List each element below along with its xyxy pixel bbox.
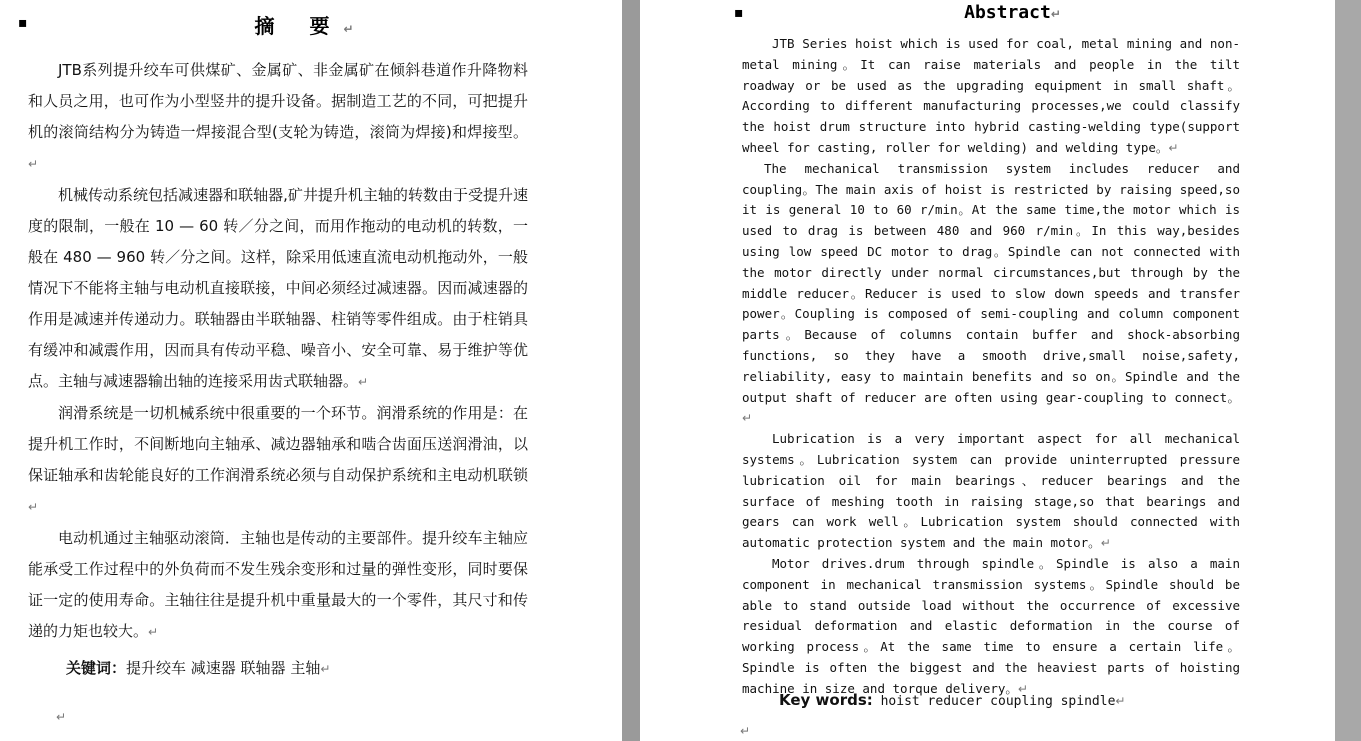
paragraph-mark: ↵	[1017, 681, 1028, 696]
keywords-line	[66, 655, 330, 682]
paragraph-mark: ↵	[1100, 536, 1111, 551]
keywords-label: 关键词：	[66, 659, 127, 677]
paragraph-mark: ↵	[28, 500, 39, 514]
paragraph-mark: ↵	[358, 375, 369, 389]
page-title	[640, 2, 1361, 23]
paragraph-text: 机械传动系统包括减速器和联轴器,矿井提升机主轴的转数由于受提升速度的限制，一般在 10 — 60 转／分之间，而用作拖动的电动机的转数，一般在 480 — 960 转／分之间。这样，除采用低速直流电动机拖动外，一般情况下不能将主轴与电动机直接联接，中间必须经过减速器。因而减速器的作用是减速并传递动力。联轴器由半联轴器、柱销等零件组成。由于柱销具有缓冲和减震作用，因而具有传动平稳、噪音小、安全可靠、易于维护等优点。主轴与减速器输出轴的连接采用齿式联轴器。	[28, 186, 528, 390]
keywords-line	[779, 688, 1125, 714]
right-gutter	[1335, 0, 1361, 741]
paragraph-text: 润滑系统是一切机械系统中很重要的一个环节。润滑系统的作用是：在提升机工作时，不间断地向主轴承、减边器轴承和啮合齿面压送润滑油，以保证轴承和齿轮能良好的工作润滑系统必须与自动保护系统和主电动机联锁	[28, 404, 528, 484]
keywords-label: Key words:	[779, 691, 873, 709]
left-page-chinese	[0, 0, 622, 741]
keywords-text: 提升绞车 减速器 联轴器 主轴	[126, 659, 321, 677]
paragraph-mark: ↵	[1168, 140, 1179, 155]
paragraph	[742, 554, 1240, 700]
bullet-mark: ▪	[734, 5, 744, 21]
paragraph-mark: ↵	[148, 625, 159, 639]
paragraph-text: Lubrication is a very important aspect for all mechanical systems。Lubrication system can provide uninterrupted pressure lubrication oil for main bearings、reducer bearings and the surface of meshing tooth in raising stage,so that bearings and gears can work well。Lubrication system should connected with automatic protection system and the main motor。	[742, 431, 1240, 551]
paragraph-mark: ↵	[28, 157, 39, 171]
paragraph-mark: ↵	[1115, 694, 1126, 708]
keywords-text: hoist reducer coupling spindle	[880, 694, 1116, 709]
paragraph-mark: ↵	[320, 662, 331, 676]
paragraph-mark: ↵	[740, 724, 751, 738]
paragraph-text: The mechanical transmission system includes reducer and coupling。The main axis of hoist is restricted by raising speed,so it is general 10 to 60 r/min。At the same time,the motor which is used to drag is between 480 and 960 r/min。In this way,besides using low speed DC motor to drag。Spindle can not connected with the motor directly under normal circumstances,but through by the middle reducer。Reducer is used to slow down speeds and transfer power。Coupling is composed of semi-coupling and column component parts。Because of columns contain buffer and shock-absorbing functions, so they have a smooth drive,small noise,safety, reliability, easy to maintain benefits and so on。Spindle and the output shaft of reducer are often using gear-coupling to connect。	[742, 160, 1240, 405]
paragraph-mark: ↵	[343, 22, 368, 36]
paragraph-text: JTB Series hoist which is used for coal, metal mining and non-metal mining。It can raise materials and people in the tilt roadway or be used as the upgrading equipment in small shaft。According to different manufacturing processes,we could classify the hoist drum structure into hybrid casting-welding type(support wheel for casting, roller for welding) and welding type。	[742, 36, 1240, 155]
paragraph	[742, 429, 1240, 554]
paragraph-mark: ↵	[1050, 7, 1061, 21]
bullet-mark: ▪	[18, 15, 28, 31]
paragraph	[742, 34, 1240, 159]
paragraph-text: Motor drives.drum through spindle。Spindle is also a main component in mechanical transmission systems。Spindle should be able to stand outside load without the occurrence of excessive residual deformation and elastic deformation in the course of working process。At the same time to ensure a certain life。Spindle is often the biggest and the heaviest parts of hoisting machine in size and torque delivery。	[742, 555, 1240, 696]
paragraph	[28, 180, 528, 398]
paragraph-text: JTB系列提升绞车可供煤矿、金属矿、非金属矿在倾斜巷道作升降物料和人员之用，也可作为小型竖井的提升设备。据制造工艺的不同，可把提升机的滚筒结构分为铸造一焊接混合型(支轮为铸造，滚筒为焊接)和焊接型。	[28, 61, 528, 141]
paragraph	[28, 398, 528, 523]
title-text: Abstract	[964, 2, 1051, 23]
paragraph-text: 电动机通过主轴驱动滚筒．主轴也是传动的主要部件。提升绞车主轴应能承受工作过程中的外负荷而不发生残余变形和过量的弹性变形，同时要保证一定的使用寿命。主轴往往是提升机中重量最大的一个零件，其尺寸和传递的力矩也较大。	[28, 529, 528, 640]
english-abstract-body	[742, 34, 1240, 700]
paragraph	[28, 55, 528, 180]
paragraph-mark: ↵	[742, 411, 753, 426]
paragraph	[742, 159, 1240, 429]
page-title	[0, 10, 622, 39]
chinese-abstract-body	[28, 55, 528, 648]
title-text: 摘 要	[254, 14, 344, 38]
paragraph-mark: ↵	[56, 710, 67, 724]
right-page-english	[640, 0, 1335, 741]
paragraph	[28, 523, 528, 648]
